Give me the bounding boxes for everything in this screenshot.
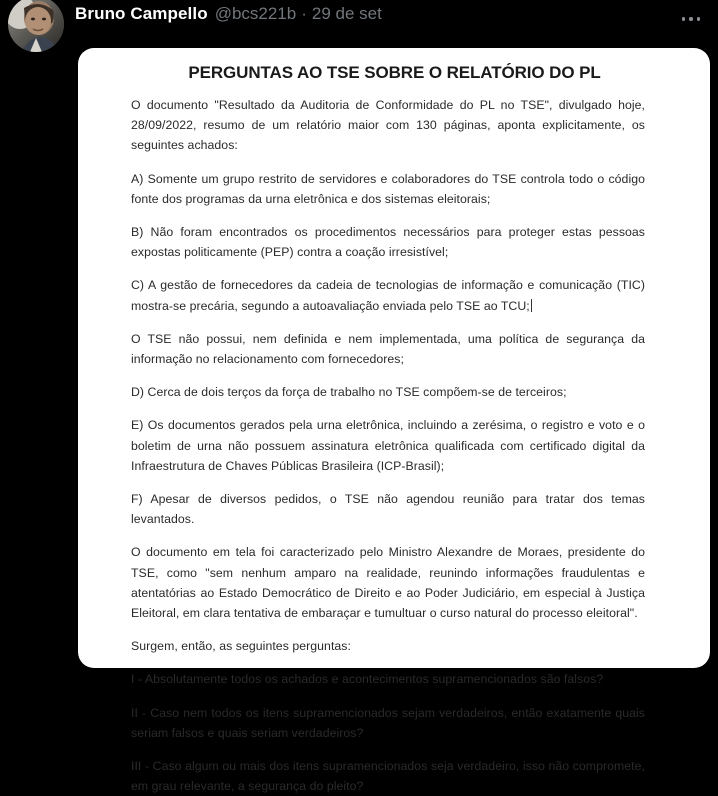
document-content bbox=[78, 48, 710, 796]
avatar[interactable] bbox=[8, 0, 64, 52]
document-paragraph: B) Não foram encontrados os procedimentos necessários para proteger estas pessoas expostas politicamente (PEP) contra a coação irresistível; bbox=[131, 225, 645, 260]
document-paragraph: O documento em tela foi caracterizado pelo Ministro Alexandre de Moraes, presidente do TSE, como "sem nenhum amparo na realidade, reunindo informações fraudulentas e atentatórias ao Estado Democrático de Direito e ao Poder Judiciário, em especial à Justiça Eleitoral, em clara tentativa de embaraçar e tumultuar o curso natural do processo eleitoral". bbox=[131, 545, 645, 621]
display-name[interactable]: Bruno Campello bbox=[75, 4, 208, 23]
author-handle[interactable]: @bcs221b bbox=[214, 4, 297, 23]
document-paragraph: Surgem, então, as seguintes perguntas: bbox=[131, 639, 351, 654]
document-body bbox=[131, 95, 680, 796]
document-paragraph-text: C) A gestão de fornecedores da cadeia de tecnologias de informação e comunicação (TIC) mostra-se precária, segundo a autoavaliação enviada pelo TSE ao TCU; bbox=[131, 278, 645, 313]
document-paragraph bbox=[131, 275, 645, 315]
author-line bbox=[75, 4, 382, 24]
document-title: PERGUNTAS AO TSE SOBRE O RELATÓRIO DO PL bbox=[188, 63, 601, 82]
document-paragraph: O TSE não possui, nem definida e nem implementada, uma política de segurança da informação no relacionamento com fornecedores; bbox=[131, 331, 645, 367]
document-paragraph: II - Caso nem todos os itens supramencionados sejam verdadeiros, então exatamente quais seriam falsos e quais seriam verdadeiros? bbox=[131, 705, 645, 740]
document-paragraph: E) Os documentos gerados pela urna eletrônica, incluindo a zerésima, o registro e voto e o boletim de urna não possuem assinatura eletrônica qualificada com certificado digital da Infraestrutura de Chaves Públicas Brasileira (ICP-Brasil); bbox=[131, 418, 645, 473]
separator-dot: · bbox=[301, 4, 307, 23]
document-paragraph: D) Cerca de dois terços da força de trabalho no TSE compõem-se de terceiros; bbox=[131, 385, 567, 400]
post-date[interactable]: 29 de set bbox=[311, 4, 382, 23]
tweet-header bbox=[0, 0, 718, 48]
document-paragraph: A) Somente um grupo restrito de servidores e colaboradores do TSE controla todo o código fonte dos programas da urna eletrônica e dos sistemas eleitorais; bbox=[131, 171, 645, 206]
more-horizontal-icon-dot bbox=[689, 17, 693, 21]
document-paragraph: III - Caso algum ou mais dos itens supramencionados seja verdadeiro, isso não compromete, em grau relevante, a segurança do pleito? bbox=[131, 759, 645, 794]
more-options-button[interactable] bbox=[674, 8, 708, 30]
document-paragraph: I - Absolutamente todos os achados e acontecimentos supramencionados são falsos? bbox=[131, 672, 604, 687]
document-image-card[interactable] bbox=[78, 48, 710, 794]
document-paragraph: O documento "Resultado da Auditoria de Conformidade do PL no TSE", divulgado hoje, 28/09/2022, resumo de um relatório maior com 130 páginas, aponta explicitamente, os seguintes achados: bbox=[131, 98, 645, 153]
more-horizontal-icon-dot bbox=[697, 17, 701, 21]
text-cursor-caret bbox=[531, 299, 532, 312]
user-photo-avatar-icon bbox=[8, 0, 64, 52]
more-horizontal-icon-dot bbox=[682, 17, 686, 21]
document-paragraph: F) Apesar de diversos pedidos, o TSE não agendou reunião para tratar dos temas levantados. bbox=[131, 492, 645, 527]
